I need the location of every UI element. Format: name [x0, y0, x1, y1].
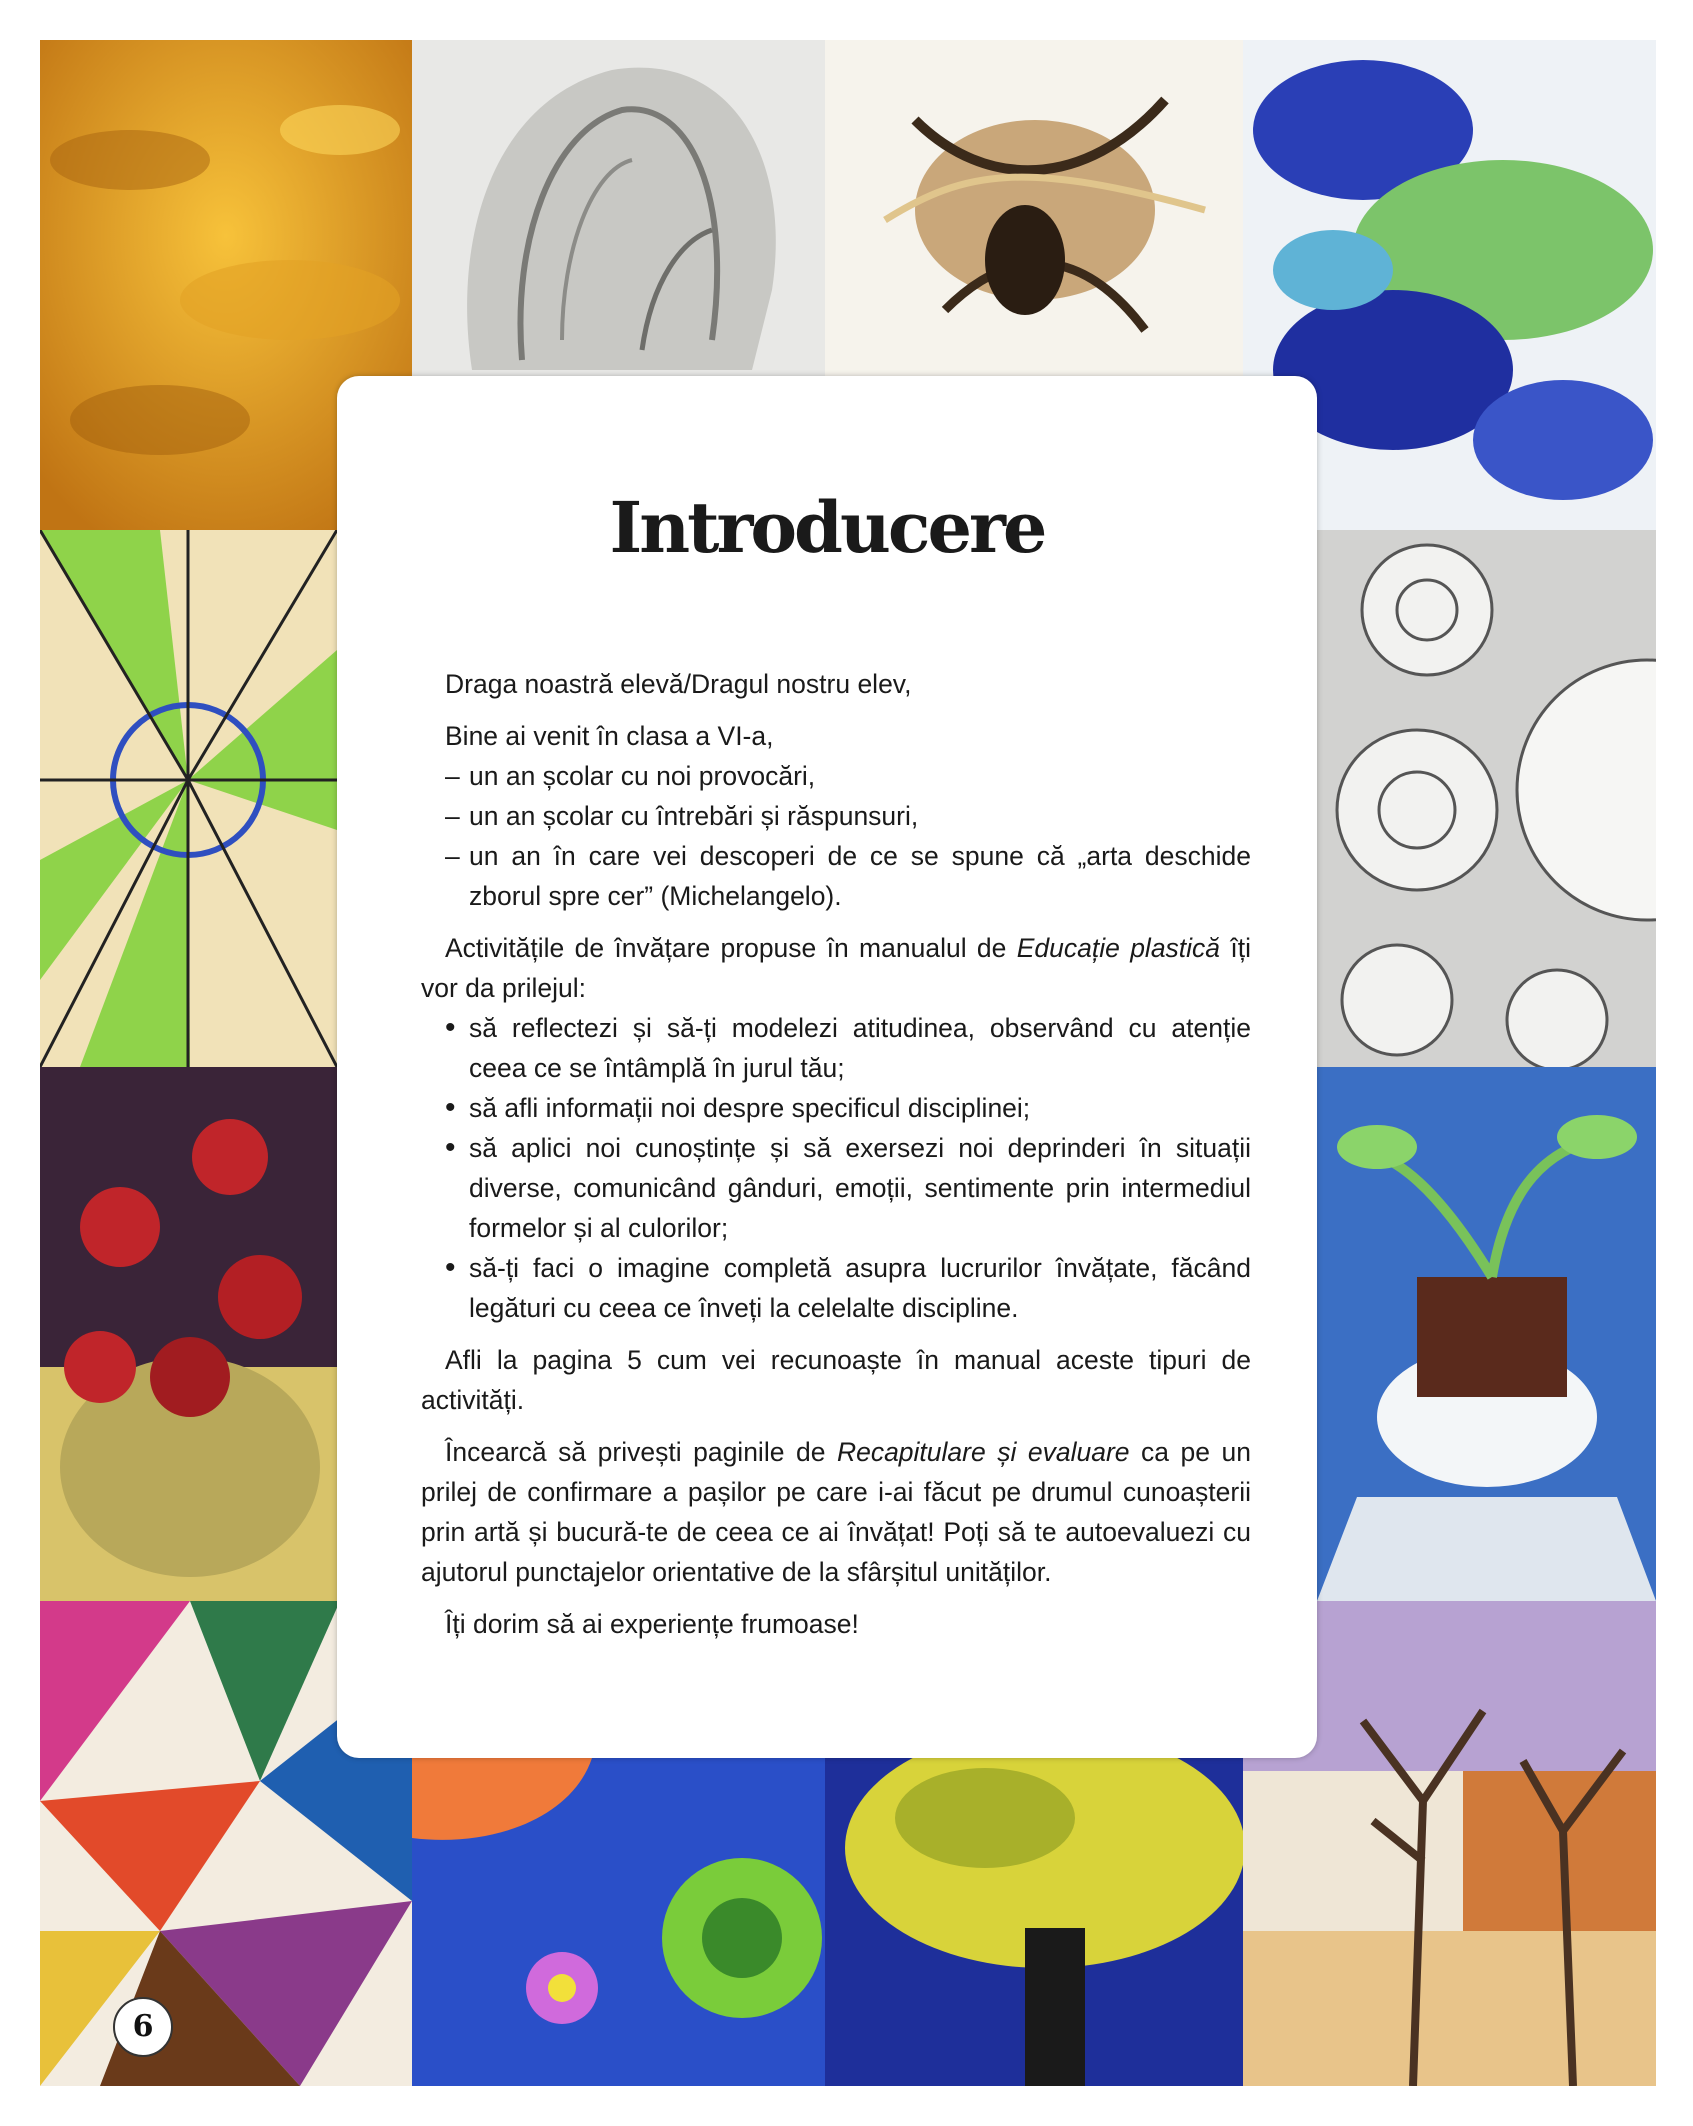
review-paragraph: Încearcă să privești paginile de Recapitulare și evaluare ca pe un prilej de confirmare a pașilor pe care i-ai făcut pe drumul cunoașterii prin artă și bucură-te de ceea ce ai învățat! Poți să te autoevaluezi cu ajutorul punctajelor orientative de la sfârșitul unităților.	[421, 1437, 1251, 1587]
welcome-line: Bine ai venit în clasa a VI-a,	[445, 721, 774, 751]
artwork-ink-seedpod	[825, 40, 1243, 376]
salutation: Draga noastră elevă/Dragul nostru elev,	[445, 669, 912, 699]
artwork-pencil-spirals	[1317, 530, 1656, 1067]
page5-note: Afli la pagina 5 cum vei recunoaște în manual aceste tipuri de activități.	[421, 1345, 1251, 1415]
letter-body	[421, 664, 1251, 1656]
list-item: – un an școlar cu noi provocări,	[421, 756, 1251, 796]
artwork-potted-plant	[1317, 1067, 1656, 1601]
artwork-radial-web	[40, 530, 337, 1067]
page-title: Introducere	[609, 486, 1045, 569]
closing-line: Îți dorim să ai experiențe frumoase!	[445, 1609, 859, 1639]
activities-intro: Activitățile de învățare propuse în manualul de Educație plastică îți vor da prilejul:	[421, 933, 1251, 1003]
list-item: • să afli informații noi despre specificul disciplinei;	[421, 1088, 1251, 1128]
list-item: • să reflectezi și să-ți modelezi atitudinea, observând cu atenție ceea ce se întâmplă în jurul tău;	[421, 1008, 1251, 1088]
review-section-name: Recapitulare și evaluare	[836, 1437, 1130, 1467]
artwork-yellow-tree	[825, 1758, 1243, 2086]
page-number: 6	[113, 1997, 173, 2057]
list-item: – un an școlar cu întrebări și răspunsuri,	[421, 796, 1251, 836]
school-year-list	[421, 756, 1251, 916]
introduction-card	[337, 376, 1317, 1758]
list-item: • să-ți faci o imagine completă asupra lucrurilor învățate, făcând legături cu ceea ce înveți la celelalte discipline.	[421, 1248, 1251, 1328]
subject-name: Educație plastică	[1016, 933, 1221, 963]
list-item: • să aplici noi cunoștințe și să exersezi noi deprinderi în situații diverse, comunicând gânduri, emoții, sentimente prin intermediul formelor și al culorilor;	[421, 1128, 1251, 1248]
artwork-red-roses	[40, 1067, 337, 1601]
activities-list	[421, 1008, 1251, 1328]
artwork-pencil-drapery	[412, 40, 825, 376]
artwork-sunflowers-blue	[412, 1758, 825, 2086]
list-item: – un an în care vei descoperi de ce se spune că „arta deschide zborul spre cer” (Michelangelo).	[421, 836, 1251, 916]
